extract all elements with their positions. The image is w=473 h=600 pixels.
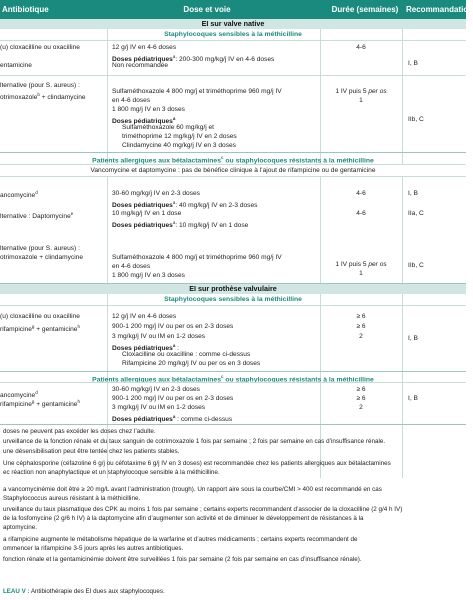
pediatric-label: Doses pédiatriques [112,222,173,230]
row-divider [0,176,466,177]
footnote: ommencer la rifampicine 3-5 jours après les autres antibiotiques. [3,545,184,552]
row-divider [0,382,466,383]
duration-cell: 1 [359,97,363,104]
dose-cell: 1 800 mg/j IV en 3 doses [112,106,185,113]
duration-cell: ≥ 6 [356,313,366,320]
table-header [0,0,473,19]
dose-cell: Clindamycine 40 mg/kg/j IV en 3 doses [122,142,236,149]
vancomycin-note: Vancomycine et daptomycine : pas de bénéfice clinique à l’ajout de rifampicine ou de gentamicine [0,165,466,176]
recommendation-cell: I, B [408,60,418,67]
drug-name: rifampicine [0,326,32,334]
recommendation-cell: IIb, C [408,262,424,269]
dose-cell: 10 mg/kg/j IV en 1 dose [112,210,182,217]
duration-cell: 4-6 [356,210,366,217]
footnote: urveillance du taux plasmatique des CPK au moins 1 fois par semaine ; certains experts recommandent d’associer de la cloxacilline (2 g/4 h IV) [3,506,403,513]
dose-cell: 12 g/j IV en 4-6 doses [112,44,177,51]
pediatric-label: Doses pédiatriques [112,416,173,424]
duration-cell: 4-6 [356,44,366,51]
footnote-mark: a [172,200,176,205]
antibiotic-cell: lternative (pour S. aureus) : [0,82,80,89]
antibiotic-cell: entamicine [0,62,32,69]
caption-text: Antibiothérapie des EI dues aux staphylocoques. [29,588,165,595]
duration-cell [320,261,402,269]
antibiotic-cell [0,91,86,102]
footnote-mark: h [77,324,80,329]
footnote: ec réaction non anaphylactique et un staphylocoque sensible à la méthicilline. [3,469,220,476]
subsection-native-allergic [0,153,466,163]
footnote-mark: h [77,399,80,404]
duration-cell: 2 [359,333,363,340]
footnote-mark: a [172,116,176,121]
dose-cell: 30-60 mg/kg/j IV en 2-3 doses [112,190,200,197]
antibiotic-cell [0,398,80,409]
recommendation-cell: IIa, C [408,210,424,217]
row-divider [0,75,466,76]
pediatric-label: Doses pédiatriques [112,118,173,126]
header-antibiotic: Antibiotique [2,5,49,14]
dose-cell: Cloxacilline ou oxacilline : comme ci-dessus [122,351,251,358]
caption-label: LEAU V : [3,588,30,595]
footnote-mark: b [37,92,40,97]
pediatric-label: Doses pédiatriques [112,345,173,353]
footnote: a vancomycinémie doit être ≥ 20 mg/L avant l’administration (trough). Un rapport aire sous la courbe/CMI > 400 est recommandé en cas [3,486,382,493]
footnote: aptomycine. [3,524,37,531]
duration-cell [320,88,402,96]
pediatric-label: Doses pédiatriques [112,202,173,210]
footnote-mark: g [31,399,35,404]
dose-text: : comme ci-dessus [175,416,233,424]
header-dose: Dose et voie [183,5,231,14]
antibiotic-cell [0,323,80,334]
table-caption [3,588,165,596]
recommendation-cell: IIb, C [408,116,424,123]
row-divider [0,40,466,41]
duration-cell: ≥ 6 [356,386,366,393]
antibiotic-cell [0,210,73,221]
duration-cell: 1 [359,270,363,277]
header-duration: Durée (semaines) [331,5,399,14]
recommendation-cell: I, B [408,395,418,402]
subsection-native-sensitive: Staphylocoques sensibles à la méthicilline [164,31,302,38]
recommendation-cell: I, B [408,335,418,342]
duration-text: 1 IV puis 5 [335,88,369,95]
dose-text: : 200-300 mg/kg/j IV en 4-6 doses [175,56,275,64]
dose-cell: 900-1 200 mg/j IV ou per os en 2-3 doses [112,323,234,330]
table-bottom-border [0,424,466,425]
pediatric-label: Doses pédiatriques [112,56,173,64]
dose-cell: 12 g/j IV en 4-6 doses [112,313,177,320]
dose-text: : 10 mg/kg/j IV en 1 dose [175,222,249,230]
footnote: doses ne peuvent pas excéder les doses chez l’adulte. [3,428,156,435]
antibiotic-cell: otrimoxazole + clindamycine [0,254,84,261]
column-divider [402,19,403,478]
duration-text: 1 IV puis 5 [335,261,369,268]
drug-name: + gentamicine [34,401,78,409]
drug-name: otrimoxazole [0,94,38,102]
duration-cell: ≥ 6 [356,323,366,330]
dose-cell [112,219,248,230]
band-text: ou staphylocoques résistants à la méthicilline [223,376,374,384]
dose-cell: 3 mg/kg/j IV ou IM en 1-2 doses [112,404,206,411]
footnote-mark: g [31,324,35,329]
dose-cell [112,199,257,210]
dose-cell: 1 800 mg/j IV en 3 doses [112,272,185,279]
footnote: une désensibilisation peut être tentée chez les patients stables. [3,448,180,455]
row-divider [0,305,466,306]
footnote-mark: a [172,54,176,59]
footnote: Une céphalosporine (céfazoline 6 g/j ou céfotaxime 6 g/j IV en 3 doses) est recommandée chez les patients allergiques aux bétalactamines [3,460,391,467]
antibiotic-cell [0,189,38,200]
band-text: Patients allergiques aux bétalactamines [92,157,221,165]
footnote-mark: c [220,374,224,379]
drug-name: rifampicine [0,401,32,409]
recommendation-cell: I, B [408,190,418,197]
dose-cell: Rifampicine 20 mg/kg/j IV ou per os en 3 doses [122,360,261,367]
footnote-mark: a [172,220,176,225]
drug-name: + clindamycine [39,94,86,102]
dose-text: : 40 mg/kg/j IV en 2-3 doses [175,202,258,210]
drug-name: ancomycine [0,192,36,200]
band-text: Patients allergiques aux bétalactamines [92,376,221,384]
duration-text: per os [368,88,387,95]
dose-cell: 3 mg/kg/j IV ou IM en 1-2 doses [112,333,206,340]
dose-cell: Sulfaméthoxazole 4 800 mg/j et triméthoprime 960 mg/j IV [112,254,282,261]
footnote: de la fosfomycine (2 g/6 h IV) à la daptomycine afin d’augmenter son activité et de diminuer le développement de résistances à la [3,515,364,522]
antibiotic-cell: lternative (pour S. aureus) : [0,245,80,252]
footnote-mark: d [35,190,38,195]
drug-name: + gentamicine [34,326,78,334]
subsection-prosthetic-sensitive: Staphylocoques sensibles à la méthicilline [164,296,302,303]
dose-cell: Non recommandée [112,62,169,69]
section-native-valve: EI sur valve native [0,19,466,29]
duration-cell: 4-6 [356,190,366,197]
dose-cell: Sulfaméthoxazole 60 mg/kg/j et [122,124,214,131]
drug-name: lternative : Daptomycine [0,213,71,221]
footnote-mark: d [35,390,38,395]
footnote: fonction rénale et la gentamicinémie doivent être surveillées 1 fois par semaine (2 fois par semaine en cas d’insuffisance rénale). [3,556,362,563]
duration-cell: ≥ 6 [356,395,366,402]
dose-cell: Sulfaméthoxazole 4 800 mg/j et triméthoprime 960 mg/j IV [112,88,282,95]
dose-cell: triméthoprime 12 mg/kg/j IV en 2 doses [122,133,237,140]
antibiotic-cell: (u) cloxacilline ou oxacilline [0,44,80,51]
section-prosthetic-valve: EI sur prothèse valvulaire [0,284,466,294]
footnote: urveillance de la fonction rénale et du taux sanguin de cotrimoxazole 1 fois par semaine ; 2 fois par semaine en cas d’insuffisance rénale. [3,438,386,445]
dose-text: : [175,345,180,353]
subsection-prosthetic-allergic [0,372,466,382]
footnote-mark: a [172,343,176,348]
dose-cell: en 4-6 doses [112,97,151,104]
band-text: ou staphylocoques résistants à la méthicilline [223,157,374,165]
footnote-mark: c [220,155,224,160]
duration-text: per os [368,261,387,268]
footnote-mark: e [70,211,74,216]
antibiotic-cell: (u) cloxacilline ou oxacilline [0,313,80,320]
dose-cell: 30-60 mg/kg/j IV en 2-3 doses [112,386,200,393]
dose-cell: 900-1 200 mg/j IV ou per os en 2-3 doses [112,395,234,402]
footnote: a rifampicine augmente le métabolisme hépatique de la warfarine et d’autres médicaments ; certains experts recommandent de [3,536,358,543]
drug-name: ancomycine [0,392,36,400]
dose-cell: en 4-6 doses [112,263,151,270]
footnote-mark: a [172,414,176,419]
duration-cell: 2 [359,404,363,411]
header-recommendation: Recommandation [406,5,473,14]
dose-cell [112,413,232,424]
column-divider [107,19,108,478]
footnote: Staphylococcus aureus résistant à la méthicilline. [3,495,141,502]
